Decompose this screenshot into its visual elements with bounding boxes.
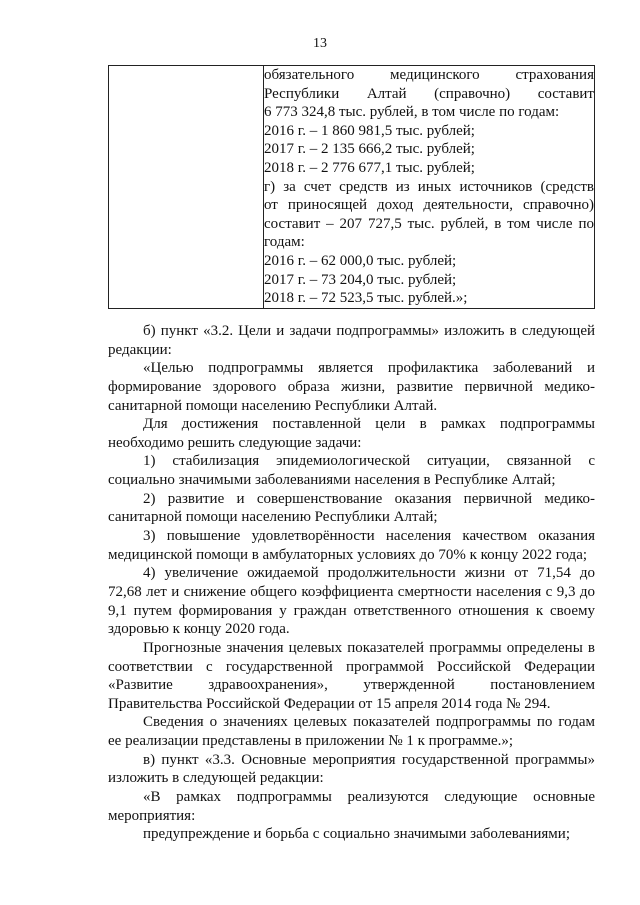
table-line: 2017 г. – 2 135 666,2 тыс. рублей;: [264, 141, 475, 158]
text-line: соответствии с государственной программой Российской Федерации: [108, 658, 595, 675]
text-line: формирование здорового образа жизни, развитие первичной медико-: [108, 378, 595, 395]
text-line: 3) повышение удовлетворённости населения качеством оказания: [143, 528, 595, 545]
table-line: 2018 г. – 72 523,5 тыс. рублей.»;: [264, 290, 468, 307]
table-right-cell: [264, 66, 595, 309]
table-line: от приносящей доход деятельности, справочно): [264, 197, 594, 214]
table-line: годам:: [264, 234, 305, 251]
text-line: 1) стабилизация эпидемиологической ситуации, связанной с: [143, 453, 595, 470]
text-line: социально значимыми заболеваниями населения в Республике Алтай;: [108, 472, 556, 489]
text-line: в) пункт «3.3. Основные мероприятия государственной программы»: [143, 751, 595, 768]
table-line: 2018 г. – 2 776 677,1 тыс. рублей;: [264, 159, 475, 176]
text-line: редакции:: [108, 341, 172, 358]
text-line: Сведения о значениях целевых показателей подпрограммы по годам: [143, 714, 595, 731]
table-line: составит – 207 727,5 тыс. рублей, в том числе по: [264, 215, 594, 232]
text-line: Прогнозные значения целевых показателей программы определены в: [143, 639, 595, 656]
text-line: ее реализации представлены в приложении № 1 к программе.»;: [108, 733, 514, 750]
text-line: санитарной помощи населению Республики Алтай;: [108, 509, 438, 526]
table-line: 2016 г. – 62 000,0 тыс. рублей;: [264, 252, 457, 269]
text-line: предупреждение и борьба с социально значимыми заболеваниями;: [143, 826, 570, 843]
table-left-cell: [109, 66, 264, 309]
text-line: «Развитие здравоохранения», утвержденной постановлением: [108, 677, 595, 694]
text-line: 72,68 лет и снижение общего коэффициента смертности населения с 9,3 до: [108, 583, 595, 600]
table-line: 2016 г. – 1 860 981,5 тыс. рублей;: [264, 122, 475, 139]
text-line: санитарной помощи населению Республики Алтай.: [108, 397, 438, 414]
document-body: [108, 322, 595, 844]
text-line: медицинской помощи в амбулаторных условиях до 70% к концу 2022 года;: [108, 546, 588, 563]
table-line: Республики Алтай (справочно) составит: [264, 85, 594, 102]
table-line: обязательного медицинского страхования: [264, 67, 594, 83]
text-line: Для достижения поставленной цели в рамках подпрограммы: [143, 416, 595, 433]
table-line: 2017 г. – 73 204,0 тыс. рублей;: [264, 271, 457, 288]
text-line: 4) увеличение ожидаемой продолжительности жизни от 71,54 до: [143, 565, 595, 582]
text-line: Правительства Российской Федерации от 15 апреля 2014 года № 294.: [108, 695, 551, 712]
text-line: «Целью подпрограммы является профилактика заболеваний и: [143, 360, 595, 377]
text-line: б) пункт «3.2. Цели и задачи подпрограммы» изложить в следующей: [143, 323, 595, 339]
table-line: 6 773 324,8 тыс. рублей, в том числе по годам:: [264, 104, 560, 121]
text-line: здоровью к концу 2020 года.: [108, 621, 290, 638]
text-line: 2) развитие и совершенствование оказания первичной медико-: [143, 490, 595, 507]
program-table: [108, 65, 595, 309]
text-line: необходимо решить следующие задачи:: [108, 434, 362, 451]
text-line: 9,1 путем формирования у граждан ответственного отношения к своему: [108, 602, 595, 619]
table-line: г) за счет средств из иных источников (средств: [264, 178, 594, 195]
page-number: 13: [313, 36, 327, 51]
text-line: «В рамках подпрограммы реализуются следующие основные: [143, 789, 595, 806]
text-line: изложить в следующей редакции:: [108, 770, 324, 787]
text-line: мероприятия:: [108, 807, 196, 824]
